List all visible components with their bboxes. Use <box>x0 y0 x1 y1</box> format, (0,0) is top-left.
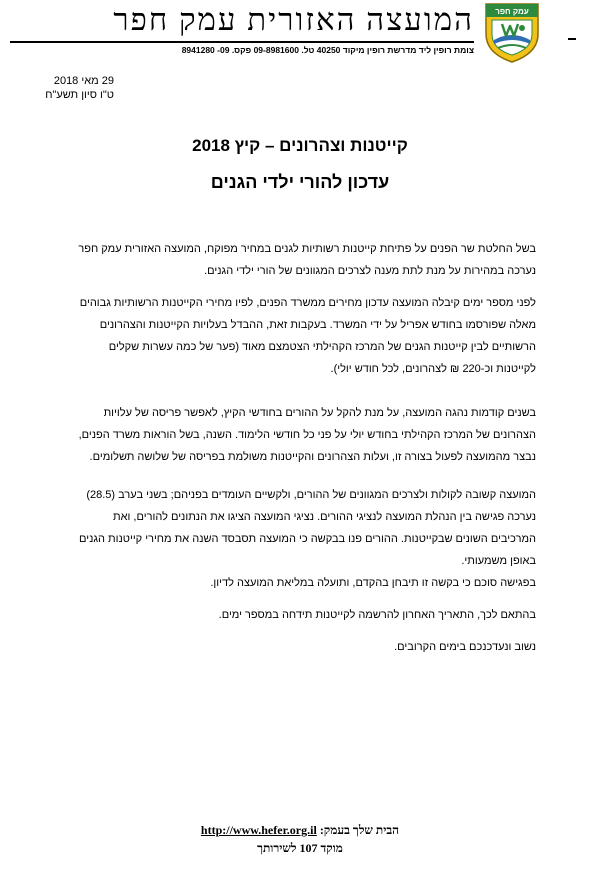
date-block <box>4 74 114 102</box>
date-hebrew: ט"ו סיון תשע"ח <box>45 89 114 101</box>
header-divider <box>10 41 474 43</box>
body-paragraph: בפגישה סוכם כי בקשה זו תיבחן בהקדם, ותועלה במליאת המועצה לדיון. <box>210 577 536 589</box>
header-dash-mark <box>568 38 576 40</box>
body-paragraph: המועצה קשובה לקולות ולצרכים המגוונים של ההורים, ולקשיים העומדים בפניהם; בשני בערב (28.5) נערכה פגישה בין הנהלת המועצה לנציגי ההורים. נציגי המועצה הציגו את הנתונים להורים, ואת המרכיבים השונים שבקייטנות. ההורים פנו בבקשה כי המועצה תסבסד השנה את מחירי קייטנות הגנים באופן משמעותי. <box>78 489 536 567</box>
footer-home-line <box>0 821 600 839</box>
document-title: קייטנות וצהרונים – קיץ 2018 <box>192 136 408 155</box>
footer <box>0 821 600 857</box>
contact-line: צומת רופין ליד מדרשת רופין מיקוד 40250 טל. 09-8981600 פקס. 09- 8941280 <box>181 45 474 55</box>
body-paragraph: נשוב ונעדכנכם בימים הקרובים. <box>394 641 536 653</box>
council-logo-emblem <box>480 0 544 64</box>
document-subtitle: עדכון להורי ילדי הגנים <box>210 172 390 192</box>
letterhead <box>0 0 600 70</box>
body-paragraph: לפני מספר ימים קיבלה המועצה עדכון מחירים ממשרד הפנים, לפיו מחירי הקייטנות הרשותיות גבוהים מאלה שפורסמו בחודש אפריל על ידי המשרד. בעקבות זאת, ההבדל בעלויות הקייטנות והצהרונים הרשותיים לבין קייטנות הגנים של המרכז הקהילתי הצטמצם מאוד (פער של כמה עשרות שקלים לקייטנות וכ-220 ₪ לצהרונים, לכל חודש יולי). <box>79 297 536 375</box>
body-paragraph: בשל החלטת שר הפנים על פתיחת קייטנות רשותיות לגנים במחיר מפוקח, המועצה האזורית עמק חפר נערכה במהירות על מנת לתת מענה לצרכים המגוונים של הורי ילדי הגנים. <box>78 243 536 277</box>
council-name: המועצה האזורית עמק חפר <box>113 2 474 37</box>
body-paragraph: בשנים קודמות נהגה המועצה, על מנת להקל על ההורים בחודשי הקיץ, לאפשר פריסה של עלויות הצהרונים של המרכז הקהילתי בחודש יולי על פני כל חודשי הלימוד. השנה, בשל הוראות משרד הפנים, נבצר מהמועצה לפעול בצורה זו, ועלות הצהרונים והקייטנות משולמת בפריסה של שלושה תשלומים. <box>78 407 536 463</box>
footer-home-label: הבית שלך בעמק: <box>319 823 400 837</box>
website-link[interactable]: http://www.hefer.org.il <box>200 823 317 837</box>
date-gregorian: 29 מאי 2018 <box>53 75 114 87</box>
footer-service-line: מוקד 107 לשירותך <box>257 841 343 855</box>
letter-body <box>66 238 536 668</box>
body-paragraph: בהתאם לכך, התאריך האחרון להרשמה לקייטנות תידחה במספר ימים. <box>218 609 536 621</box>
logo-caption: עמק חפר <box>495 7 529 16</box>
